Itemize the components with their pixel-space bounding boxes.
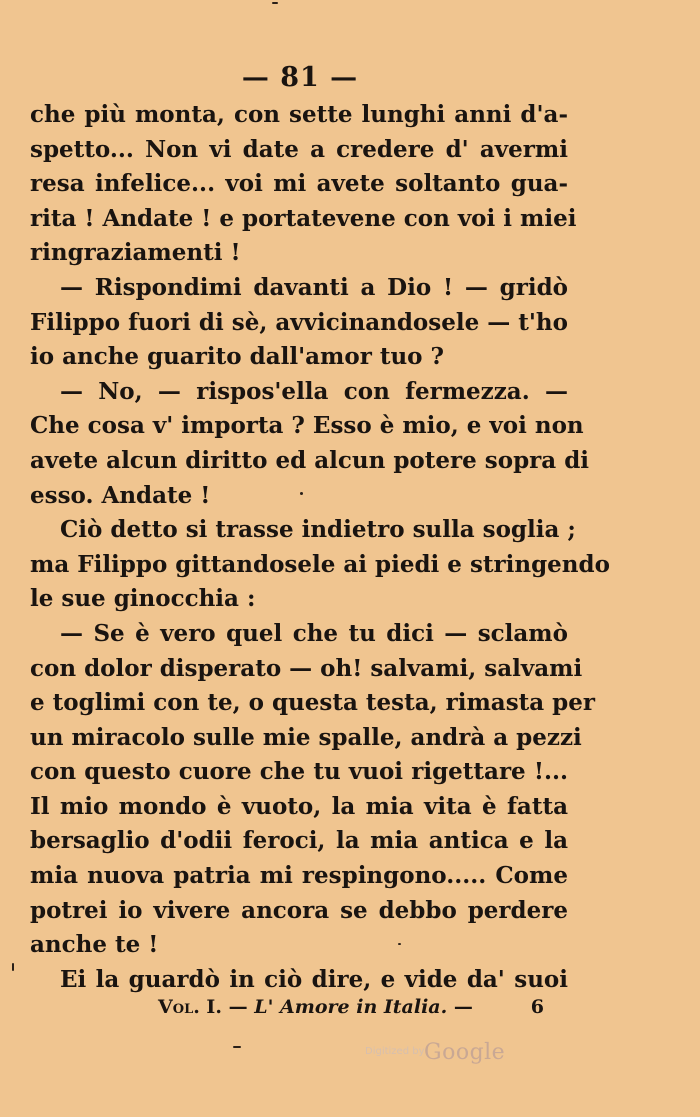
text-line: io anche guarito dall'amor tuo ? (30, 343, 444, 371)
ink-speck (398, 943, 401, 945)
text-line: resa infelice... voi mi avete soltanto gua- (30, 170, 568, 198)
text-line: avete alcun diritto ed alcun potere sopra di (30, 446, 590, 474)
text-line: Ciò detto si trasse indietro sulla soglia ; (60, 516, 576, 544)
text-line: ringraziamenti ! (30, 239, 241, 267)
text-line: — Rispondimi davanti a Dio ! — gridò (60, 273, 568, 301)
text-line: spetto... Non vi date a credere d' avermi (30, 135, 568, 163)
google-watermark: Google (424, 1040, 506, 1065)
text-line: e toglimi con te, o questa testa, rimasta per (30, 689, 596, 717)
ink-speck (300, 492, 303, 495)
ink-speck (233, 1046, 241, 1048)
text-line: potrei io vivere ancora se debbo perdere (30, 896, 568, 924)
ink-speck (12, 963, 14, 971)
book-title: L' Amore in Italia. (254, 996, 448, 1018)
text-line: — No, — rispos'ella con fermezza. — (60, 377, 568, 405)
page-footer (158, 996, 544, 1018)
text-line: un miracolo sulle mie spalle, andrà a pezzi (30, 723, 582, 751)
volume-label: Vol. I. (158, 996, 222, 1018)
text-line: bersaglio d'odii feroci, la mia antica e la (30, 827, 568, 855)
text-line: Il mio mondo è vuoto, la mia vita è fatta (30, 792, 568, 820)
text-line: le sue ginocchia : (30, 585, 256, 613)
text-line: con dolor disperato — oh! salvami, salvami (30, 654, 583, 682)
text-line: esso. Andate ! (30, 481, 211, 509)
text-line: rita ! Andate ! e portatevene con voi i miei (30, 204, 577, 232)
footer-dash: — (453, 996, 473, 1018)
text-line: Che cosa v' importa ? Esso è mio, e voi non (30, 412, 584, 440)
text-line: Ei la guardò in ciò dire, e vide da' suoi (60, 965, 568, 993)
text-line: anche te ! (30, 931, 159, 959)
footer-dash: — (228, 996, 248, 1018)
text-line: ma Filippo gittandosele ai piedi e stringendo (30, 550, 610, 578)
signature-mark: 6 (530, 996, 544, 1018)
text-line: mia nuova patria mi respingono..... Come (30, 862, 568, 890)
body-text (30, 98, 610, 997)
text-line: Filippo fuori di sè, avvicinandosele — t'ho (30, 308, 568, 336)
text-line: — Se è vero quel che tu dici — sclamò (60, 619, 568, 647)
ink-speck (272, 2, 278, 4)
text-line: con questo cuore che tu vuoi rigettare !... (30, 758, 568, 786)
text-line: che più monta, con sette lunghi anni d'a- (30, 101, 568, 128)
page-number: — 81 — (241, 62, 359, 93)
digitized-by-label: Digitized by (365, 1046, 425, 1057)
